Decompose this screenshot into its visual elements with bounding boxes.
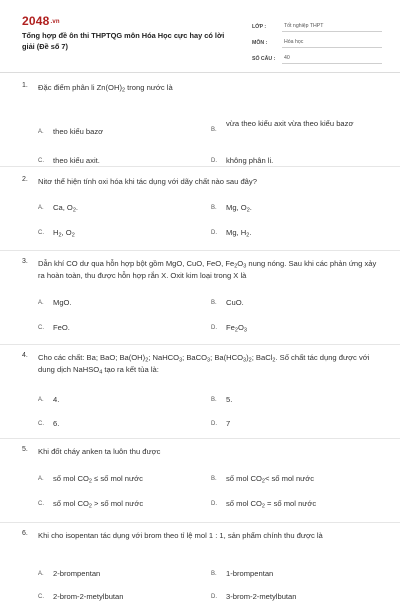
option-letter: A. [38, 476, 44, 482]
answer-option-c[interactable] [38, 591, 123, 603]
question-item [0, 352, 400, 439]
answer-option-c[interactable] [38, 418, 59, 430]
option-text: 2-brompentan [53, 569, 101, 578]
option-text: Ca, $O_2$. [53, 203, 79, 214]
question-number: 2. [22, 176, 28, 183]
question-item [0, 446, 400, 523]
answer-option-b[interactable] [211, 118, 376, 136]
page-header [0, 0, 400, 73]
option-text: MgO. [53, 298, 72, 307]
answer-option-a[interactable] [38, 202, 78, 214]
answer-option-d[interactable] [211, 322, 247, 334]
option-text: số mol $CO_2<$ số mol nước [226, 474, 315, 485]
option-text: theo kiểu axit. [53, 156, 100, 165]
option-text: theo kiểu bazơ [53, 127, 104, 136]
answer-option-a[interactable] [38, 297, 72, 309]
option-text: FeO. [53, 323, 70, 332]
option-letter: A. [38, 571, 44, 577]
option-letter: C. [38, 325, 44, 331]
answer-option-b[interactable] [211, 568, 273, 580]
answer-option-d[interactable] [211, 227, 251, 239]
question-text: Nitơ thể hiện tính oxi hóa khi tác dụng với dãy chất nào sau đây? [38, 177, 257, 186]
option-letter: D. [211, 158, 217, 164]
answer-option-c[interactable] [38, 498, 143, 510]
option-letter: D. [211, 325, 217, 331]
question-number: 4. [22, 352, 28, 359]
option-text: 1-brompentan [226, 569, 274, 578]
option-text: 7 [226, 419, 231, 428]
option-letter: A. [38, 205, 44, 211]
question-text: Khi đốt cháy anken ta luôn thu được [38, 447, 161, 456]
question-number: 3. [22, 258, 28, 265]
question-number: 5. [22, 446, 28, 453]
option-text: 5. [226, 395, 233, 404]
meta-label: MÔN : [252, 40, 268, 46]
answer-option-b[interactable] [211, 473, 314, 485]
answer-option-c[interactable] [38, 322, 70, 334]
option-letter: B. [211, 397, 217, 403]
option-text: Mg, $O_2$. [226, 203, 252, 214]
answer-option-a[interactable] [38, 394, 59, 406]
answer-option-b[interactable] [211, 297, 244, 309]
option-text: 3-brom-2-metylbutan [226, 592, 297, 601]
option-text: Mg, $H_2$. [226, 228, 252, 239]
meta-label: SỐ CÂU : [252, 56, 276, 62]
logo-suffix: .vn [50, 19, 60, 25]
option-letter: B. [211, 476, 217, 482]
option-letter: D. [211, 594, 217, 600]
question-text: Khi cho isopentan tác dụng với brom theo tỉ lệ mol 1 : 1, sản phẩm chính thu được là [38, 531, 323, 540]
option-text: không phân li. [226, 156, 274, 165]
question-number: 6. [22, 530, 28, 537]
meta-row-question-count [252, 48, 382, 64]
meta-row-class [252, 16, 382, 32]
option-text: 4. [53, 395, 60, 404]
meta-label: LỚP : [252, 24, 267, 30]
option-text: số mol $CO_2$ > số mol nước [53, 499, 144, 510]
site-logo[interactable] [22, 14, 60, 28]
answer-option-d[interactable] [211, 591, 296, 603]
option-letter: B. [211, 205, 217, 211]
option-letter: C. [38, 594, 44, 600]
answer-option-d[interactable] [211, 418, 230, 430]
option-letter: B. [211, 127, 217, 133]
option-text: $H_2$, $O_2$ [53, 228, 75, 239]
meta-row-subject [252, 32, 382, 48]
option-letter: B. [211, 571, 217, 577]
answer-option-c[interactable] [38, 155, 100, 167]
option-letter: A. [38, 129, 44, 135]
option-text: số mol $CO_2$ = số mol nước [226, 499, 317, 510]
question-text: Đặc điểm phân li $Zn(OH)_2$ trong nước là [38, 83, 173, 94]
question-text: Dẫn khí CO dư qua hỗn hợp bột gồm MgO, CuO, FeO, $Fe_2O_3$ nung nóng. Sau khi các phản ứng xảy ra hoàn toàn, thu được hỗn hợp rắn X. Oxit kim loại trong X là [38, 259, 377, 280]
option-letter: C. [38, 230, 44, 236]
option-text: vừa theo kiểu axit vừa theo kiểu bazơ [226, 119, 354, 128]
option-letter: D. [211, 501, 217, 507]
option-text: 6. [53, 419, 60, 428]
answer-option-d[interactable] [211, 155, 273, 167]
question-number: 1. [22, 82, 28, 89]
answer-option-a[interactable] [38, 126, 103, 138]
answer-option-d[interactable] [211, 498, 316, 510]
option-letter: C. [38, 421, 44, 427]
option-letter: D. [211, 421, 217, 427]
question-text: Cho các chất: Ba; BaO; $Ba(OH)_2$; NaHCO$_3$; BaCO$_3$; $Ba(HCO_3)_2$; BaCl$_2$. Số chất tác dụng được với dung dịch NaHSO$_4$ tạo ra kết tủa là: [38, 353, 370, 376]
question-item [0, 176, 400, 251]
question-item [0, 82, 400, 167]
option-letter: B. [211, 300, 217, 306]
option-text: CuO. [226, 298, 244, 307]
question-item [0, 258, 400, 345]
option-text: 2-brom-2-metylbutan [53, 592, 124, 601]
option-letter: A. [38, 300, 44, 306]
answer-option-c[interactable] [38, 227, 75, 239]
document-meta [252, 16, 382, 64]
question-item [0, 530, 400, 610]
meta-value: 40 [282, 55, 382, 64]
answer-option-b[interactable] [211, 394, 232, 406]
meta-value: Hóa học [282, 39, 382, 48]
option-letter: C. [38, 501, 44, 507]
answer-option-a[interactable] [38, 568, 100, 580]
answer-option-b[interactable] [211, 202, 252, 214]
meta-value: Tốt nghiệp THPT [282, 23, 382, 32]
option-letter: C. [38, 158, 44, 164]
option-text: số mol $CO_2$ ≤ số mol nước [53, 474, 143, 485]
option-letter: D. [211, 230, 217, 236]
document-title: Tổng hợp đề ôn thi THPTQG môn Hóa Học cực hay có lời giải (Đề số 7) [22, 31, 225, 51]
answer-option-a[interactable] [38, 473, 143, 485]
option-letter: A. [38, 397, 44, 403]
option-text: $Fe_2O_3$ [226, 323, 247, 334]
logo-main: 2048 [22, 14, 50, 28]
